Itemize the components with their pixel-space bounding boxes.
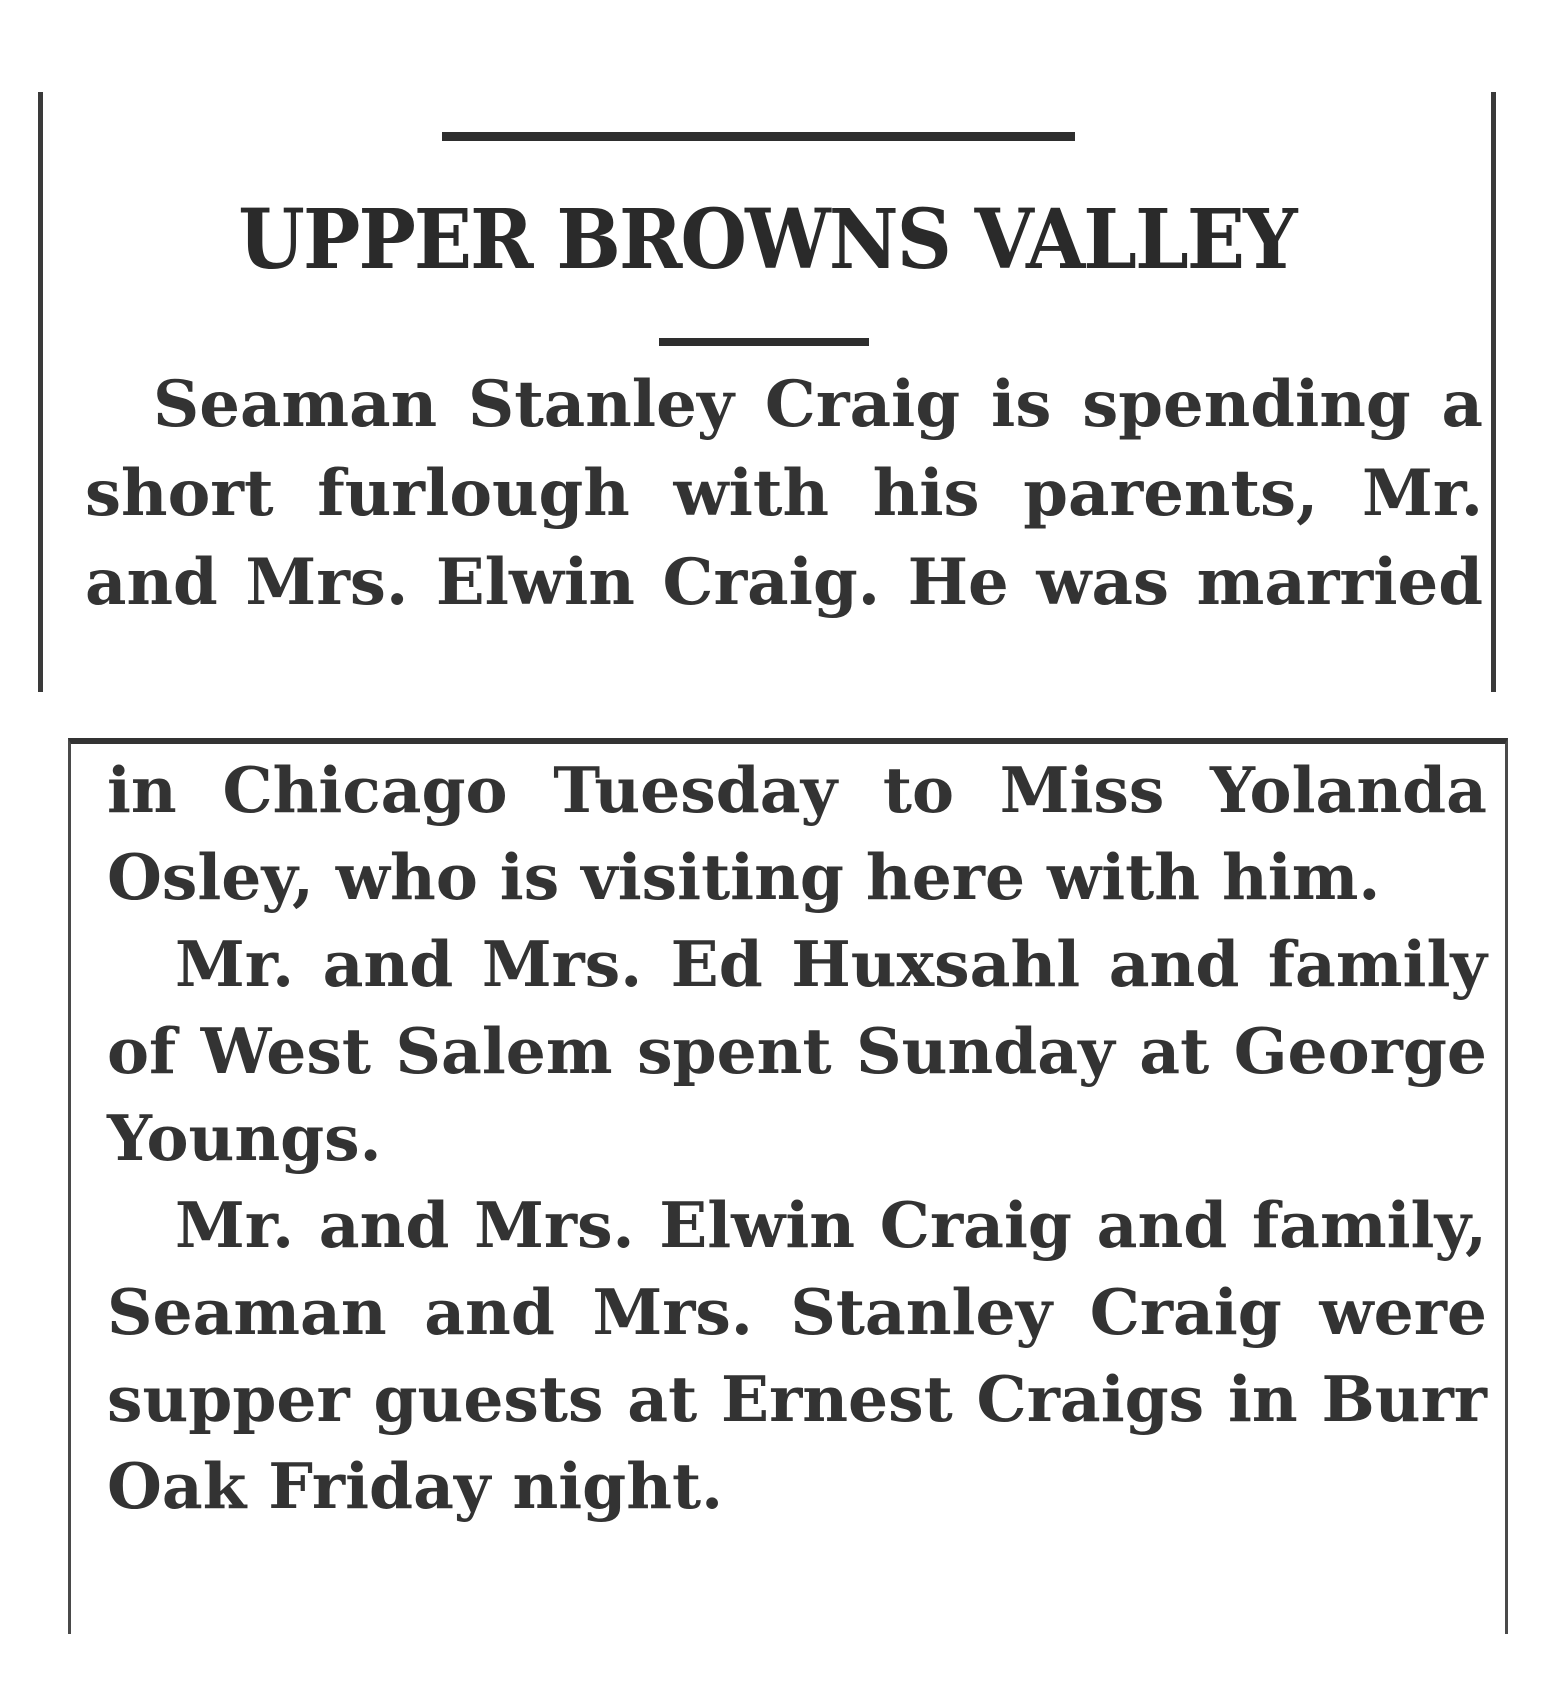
text-line: Seaman Stanley Craig is spending a [153,367,1483,442]
article-body-bottom [107,747,1487,1530]
text-line: Mr. and Mrs. Elwin Craig and family, [175,1188,1487,1262]
newspaper-clipping-bottom [68,738,1508,1634]
article-body-top [85,360,1483,627]
text-line: and Mrs. Elwin Craig. He was married [85,545,1483,620]
text-line: Mr. and Mrs. Ed Huxsahl and family [175,927,1487,1001]
text-line: supper guests at Ernest Craigs in Burr [107,1362,1487,1436]
text-line: Oak Friday night. [107,1449,724,1523]
headline-bottom-rule [659,338,869,346]
text-line: short furlough with his parents, Mr. [85,456,1483,531]
text-line: Youngs. [107,1101,382,1175]
text-line: Osley, who is visiting here with him. [107,840,1381,914]
text-line: in Chicago Tuesday to Miss Yolanda [107,753,1487,827]
headline-top-rule [442,132,1075,141]
text-line: of West Salem spent Sunday at George [107,1014,1487,1088]
headline: UPPER BROWNS VALLEY [238,192,1296,288]
newspaper-clipping-top [38,92,1496,692]
text-line: Seaman and Mrs. Stanley Craig were [107,1275,1487,1349]
